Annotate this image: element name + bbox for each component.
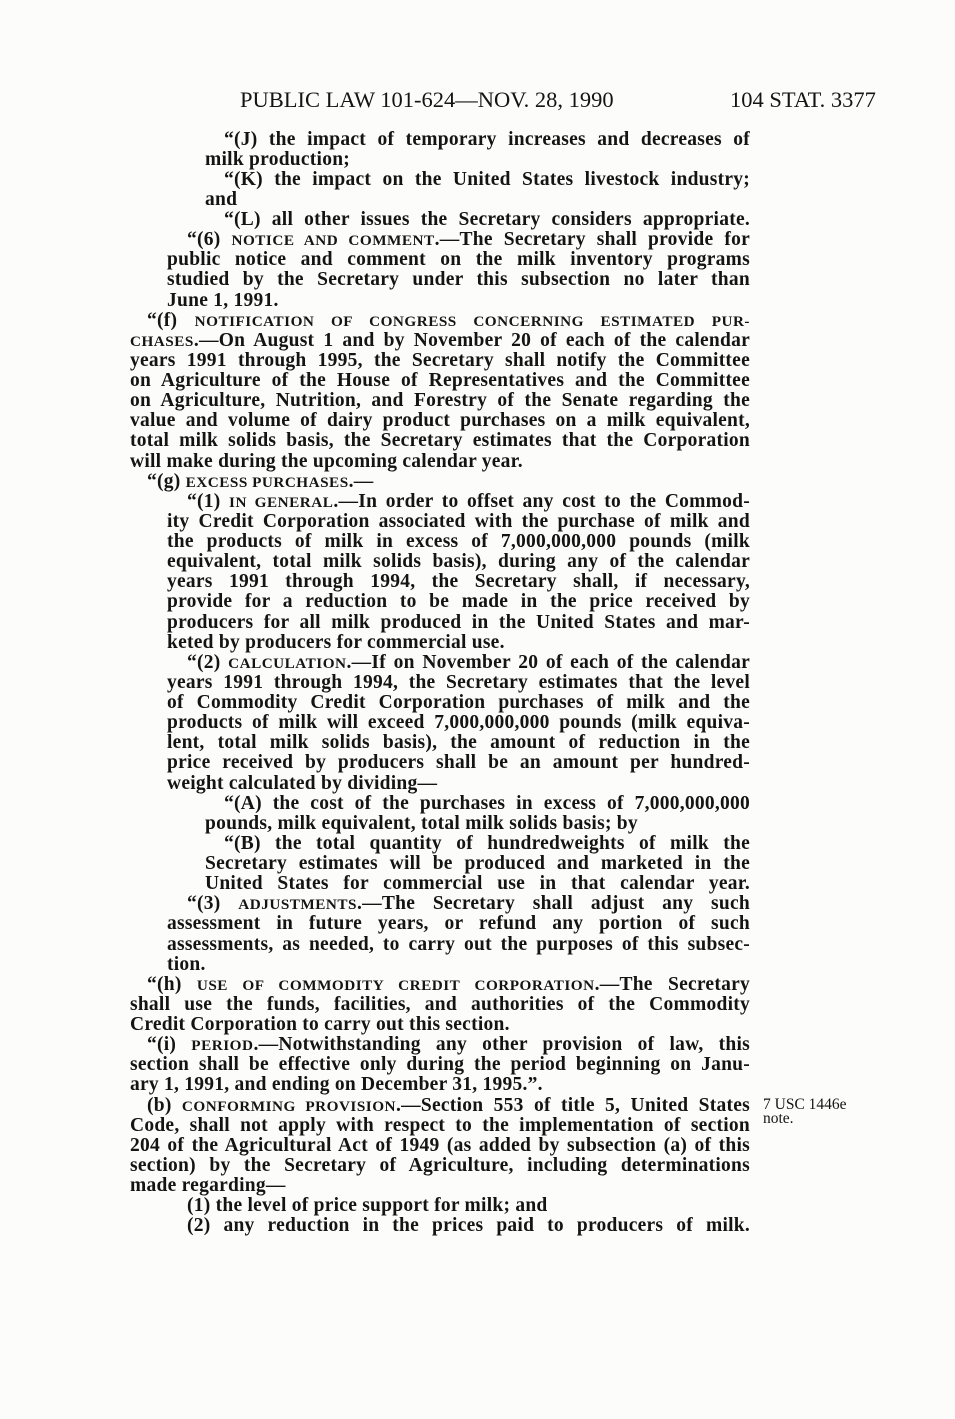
text-line: ity Credit Corporation associated with the purchase of milk and [167, 510, 750, 532]
text-line: assessment in future years, or refund any portion of such [167, 913, 750, 935]
text-line: value and volume of dairy product purchases on a milk equivalent, [130, 410, 750, 432]
text-line: and [205, 188, 238, 210]
text-line: “(A) the cost of the purchases in excess of 7,000,000,000 [224, 792, 750, 814]
text-line: total milk solids basis, the Secretary estimates that the Corporation [130, 430, 750, 452]
text-line [130, 975, 750, 995]
text-line [130, 1096, 750, 1116]
enumerator: (b) [147, 1094, 182, 1116]
text-line [130, 311, 750, 331]
enumerator: “(h) [147, 973, 197, 995]
text-line: on Agriculture, Nutrition, and Forestry of the Senate regarding the [130, 390, 750, 412]
text-line: equivalent, total milk solids basis), during any of the calendar [167, 551, 750, 573]
heading-small-caps: IN GENERAL [229, 493, 334, 511]
text-line [130, 1035, 750, 1055]
enumerator: “(1) [187, 490, 230, 512]
text-line: Credit Corporation to carry out this section. [130, 1014, 510, 1035]
text-line: pounds, milk equivalent, total milk solids basis; by [205, 812, 638, 834]
text-line: on Agriculture of the House of Representatives and the Committee [130, 370, 750, 391]
text-line: ary 1, 1991, and ending on December 31, 1995.”. [130, 1074, 543, 1096]
text-line: years 1991 through 1994, the Secretary estimates that the level [167, 671, 750, 693]
clause-j [130, 130, 750, 170]
paragraph-g2-calculation [130, 653, 750, 794]
text-line: United States for commercial use in that calendar year. [205, 873, 750, 895]
text-run: .—If on November 20 of each of the calendar [346, 651, 750, 673]
enumerator: “(f) [147, 309, 195, 331]
page-number: 104 STAT. 3377 [730, 87, 876, 112]
item-2-price-reduction [130, 1216, 750, 1236]
item-1-price-support [130, 1196, 750, 1216]
text-line [130, 230, 750, 250]
text-line: years 1991 through 1995, the Secretary shall notify the Committee [130, 349, 750, 371]
heading-small-caps: CONFORMING PROVISION [181, 1097, 397, 1115]
text-line [130, 472, 750, 492]
text-line [130, 331, 750, 351]
text-line [130, 894, 750, 914]
subsection-g-excess-purchases [130, 472, 750, 492]
body-text [130, 130, 750, 1237]
text-run: .— [348, 470, 374, 492]
text-line: section) by the Secretary of Agriculture, including determinations [130, 1154, 750, 1176]
text-line: milk production; [205, 148, 351, 170]
text-line: assessments, as needed, to carry out the purposes of this subsec- [167, 933, 750, 955]
text-run: .—In order to offset any cost to the Commod- [333, 490, 750, 512]
text-line: price received by producers shall be an amount per hundred- [167, 752, 750, 774]
margin-note-citation: 7 USC 1446e [763, 1096, 847, 1113]
text-line: “(B) the total quantity of hundredweights of milk the [224, 832, 750, 854]
text-line: “(K) the impact on the United States livestock industry; [224, 168, 750, 190]
text-line: producers for all milk produced in the United States and mar- [167, 611, 750, 633]
paragraph-6-notice-and-comment [130, 230, 750, 311]
text-run: .—Notwithstanding any other provision of law, this [253, 1034, 750, 1056]
subsection-h-use-of-ccc [130, 975, 750, 1035]
clause-b [130, 834, 750, 894]
text-run: .—The Secretary shall adjust any such [357, 893, 750, 915]
text-line: lent, total milk solids basis), the amount of reduction in the [167, 732, 750, 754]
text-line [130, 492, 750, 512]
text-line: section shall be effective only during the period beginning on Janu- [130, 1054, 750, 1076]
margin-note [763, 1098, 847, 1126]
text-line: public notice and comment on the milk inventory programs [167, 249, 750, 271]
enumerator: “(i) [147, 1034, 192, 1056]
text-run: .—The Secretary [594, 973, 750, 995]
heading-small-caps: ADJUSTMENTS [238, 896, 357, 914]
text-run: .—On August 1 and by November 20 of each of the calendar [193, 329, 750, 351]
text-line: studied by the Secretary under this subsection no later than [167, 269, 750, 291]
text-line: tion. [167, 953, 206, 975]
text-line: provide for a reduction to be made in the price received by [167, 591, 750, 613]
paragraph-g3-adjustments [130, 894, 750, 975]
text-line: shall use the funds, facilities, and authorities of the Commodity [130, 993, 750, 1015]
text-line: June 1, 1991. [167, 289, 279, 311]
text-line: “(J) the impact of temporary increases and decreases of [224, 128, 750, 150]
text-line: Secretary estimates will be produced and marketed in the [205, 853, 750, 874]
text-line: (2) any reduction in the prices paid to producers of milk. [187, 1215, 750, 1237]
running-head-title: PUBLIC LAW 101-624—NOV. 28, 1990 [240, 87, 614, 112]
margin-note-label: note. [763, 1110, 794, 1127]
clause-a [130, 794, 750, 834]
text-line: “(L) all other issues the Secretary considers appropriate. [224, 209, 750, 230]
clause-k [130, 170, 750, 210]
heading-small-caps: CHASES [130, 332, 194, 350]
text-line: keted by producers for commercial use. [167, 631, 505, 653]
subsection-b-conforming-provision [130, 1096, 750, 1197]
text-line: made regarding— [130, 1175, 286, 1196]
enumerator: “(6) [187, 229, 232, 251]
text-line: will make during the upcoming calendar year. [130, 450, 523, 472]
heading-small-caps: EXCESS PURCHASES [185, 473, 349, 491]
clause-l [130, 210, 750, 230]
text-line [130, 653, 750, 673]
enumerator: “(g) [147, 470, 186, 492]
heading-small-caps: NOTICE AND COMMENT [231, 232, 435, 250]
enumerator: “(2) [187, 651, 229, 673]
subsection-f-notification [130, 311, 750, 472]
paragraph-g1-in-general [130, 492, 750, 653]
text-run: .—Section 553 of title 5, United States [396, 1094, 750, 1116]
text-line: Code, shall not apply with respect to the implementation of section [130, 1114, 750, 1136]
text-line: (1) the level of price support for milk; and [187, 1195, 548, 1217]
text-run: .—The Secretary shall provide for [434, 229, 750, 251]
text-line: 204 of the Agricultural Act of 1949 (as added by subsection (a) of this [130, 1134, 750, 1156]
heading-small-caps: NOTIFICATION OF CONGRESS CONCERNING ESTIMATED PUR- [194, 312, 750, 330]
text-line: weight calculated by dividing— [167, 772, 438, 794]
enumerator: “(3) [187, 893, 239, 915]
heading-small-caps: CALCULATION [228, 654, 347, 672]
subsection-i-period [130, 1035, 750, 1095]
text-line: of Commodity Credit Corporation purchases of milk and the [167, 692, 750, 713]
text-line: products of milk will exceed 7,000,000,000 pounds (milk equiva- [167, 712, 750, 734]
heading-small-caps: USE OF COMMODITY CREDIT CORPORATION [196, 976, 595, 994]
text-line: the products of milk in excess of 7,000,000,000 pounds (milk [167, 531, 750, 552]
text-line: years 1991 through 1994, the Secretary shall, if necessary, [167, 571, 750, 593]
heading-small-caps: PERIOD [191, 1037, 254, 1055]
